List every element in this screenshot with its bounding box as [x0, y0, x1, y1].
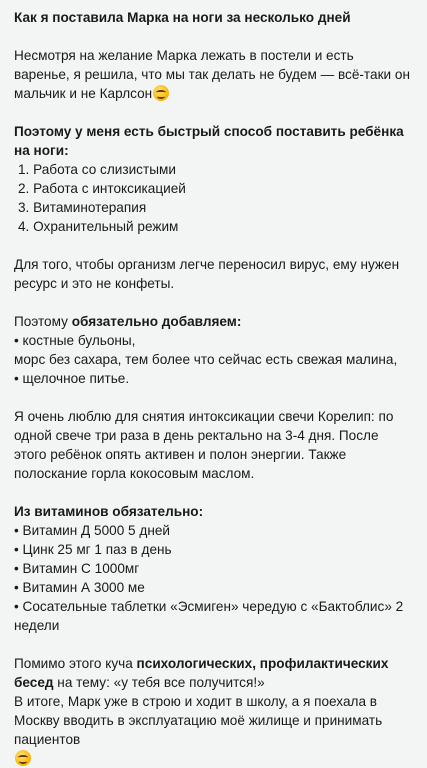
intro-paragraph: [14, 46, 413, 103]
intoxication-paragraph: Я очень люблю для снятия интоксикации свечи Корелип: по одной свече три раза в день ректально на 3-4 дня. После этого ребёнок опять активен и полон энергии. Также полоскание горла кокосовым маслом.: [14, 409, 394, 481]
talks-suffix: на тему: «у тебя все получится!»: [53, 675, 265, 690]
post-title: Как я поставила Марка на ноги за несколько дней: [14, 10, 351, 25]
intro-text: Несмотря на желание Марка лежать в постели и есть варенье, я решила, что мы так делать не будем — всё-таки он мальчик и не Карлсон: [14, 48, 410, 101]
step-item: 3. Витаминотерапия: [18, 200, 147, 215]
add-item: • щелочное питье.: [14, 371, 130, 386]
add-heading-bold: обязательно добавляем:: [71, 314, 242, 329]
talks-prefix: Помимо этого куча: [14, 656, 137, 671]
step-item: 2. Работа с интоксикацией: [18, 181, 186, 196]
talks-bold: психологических, профилактических бесед: [14, 656, 389, 690]
step-item: 4. Охранительный режим: [18, 219, 179, 234]
add-heading: [14, 312, 413, 331]
laughing-tears-emoji-icon: [153, 85, 169, 101]
add-item: морс без сахара, тем более что сейчас есть свежая малина,: [14, 352, 398, 367]
steps-list: [14, 160, 413, 236]
resource-paragraph: Для того, чтобы организм легче переносил вирус, ему нужен ресурс и это не конфеты.: [14, 257, 400, 291]
vitamin-item: • Сосательные таблетки «Эсмиген» чередую с «Бактоблис» 2 недели: [14, 599, 404, 633]
vitamin-item: • Цинк 25 мг 1 паз в день: [14, 542, 172, 557]
result-text: В итоге, Марк уже в строю и ходит в школу, а я поехала в Москву вводить в эксплуатацию моё жилище и принимать пациентов: [14, 694, 383, 747]
add-heading-prefix: Поэтому: [14, 314, 72, 329]
vitamin-item: • Витамин С 1000мг: [14, 561, 140, 576]
vitamins-heading: Из витаминов обязательно:: [14, 504, 204, 519]
step-item: 1. Работа со слизистыми: [18, 162, 176, 177]
add-item: • костные бульоны,: [14, 333, 136, 348]
vitamin-item: • Витамин Д 5000 5 дней: [14, 523, 170, 538]
talks-paragraph: [14, 654, 413, 692]
smiling-face-emoji-icon: [15, 750, 31, 766]
result-paragraph: [14, 692, 413, 768]
vitamin-item: • Витамин А 3000 ме: [14, 580, 145, 595]
method-heading: Поэтому у меня есть быстрый способ поставить ребёнка на ноги:: [14, 124, 404, 158]
